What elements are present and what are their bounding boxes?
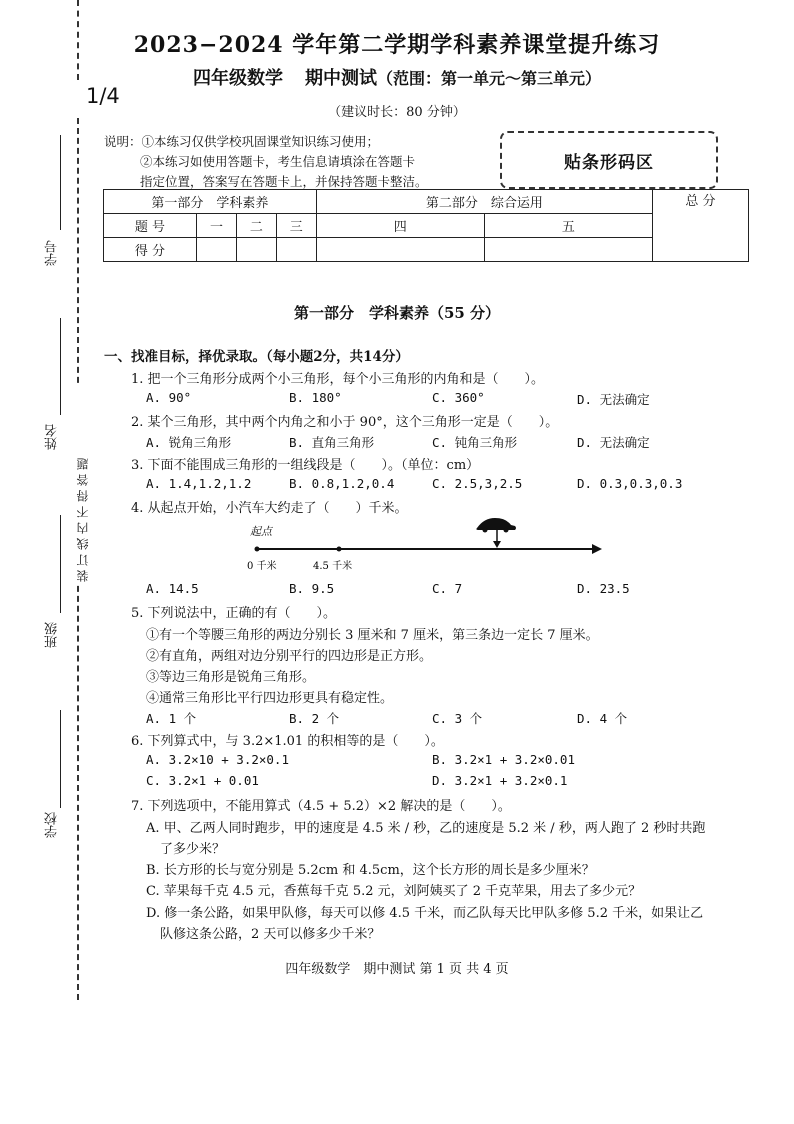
q5-option-a: A. 1 个 <box>146 711 197 726</box>
start-label: 起点 <box>250 525 272 538</box>
q4-option-b: B. 9.5 <box>289 581 335 596</box>
total-header: 总 分 <box>685 194 716 209</box>
car-icon <box>476 518 516 548</box>
exam-title: 2023−2024 学年第二学期学科素养课堂提升练习 <box>133 32 661 58</box>
exam-range: （范围：第一单元～第三单元） <box>376 69 601 88</box>
question-3: 3. 下面不能围成三角形的一组线段是（ ）。（单位：cm） <box>131 458 480 473</box>
qnum-5: 五 <box>484 214 652 238</box>
q6-option-b: B. 3.2×1 + 3.2×0.01 <box>432 752 575 767</box>
q2-option-b: B. 直角三角形 <box>289 435 375 450</box>
origin-point <box>255 547 260 552</box>
part2-header: 第二部分 综合运用 <box>316 190 652 214</box>
class-label: 班级 <box>45 622 60 648</box>
score-label: 得 分 <box>104 238 197 262</box>
q1-option-b: B. 180° <box>289 390 342 405</box>
q4-option-a: A. 14.5 <box>146 581 199 596</box>
mark-point <box>337 547 342 552</box>
score-cell-5[interactable] <box>484 238 652 262</box>
instruction-line-2: ②本练习如使用答题卡，考生信息请填涂在答题卡 <box>140 154 416 169</box>
binding-dash-top <box>77 0 79 80</box>
subject-label: 四年级数学 <box>192 68 283 89</box>
q1-option-c: C. 360° <box>432 390 485 405</box>
exam-type: 期中测试 <box>304 68 377 89</box>
q4-option-d: D. 23.5 <box>577 581 630 596</box>
q4-option-c: C. 7 <box>432 581 463 596</box>
q2-option-a: A. 锐角三角形 <box>146 435 232 450</box>
q5-option-b: B. 2 个 <box>289 711 340 726</box>
score-table <box>103 189 749 262</box>
qnum-4: 四 <box>316 214 484 238</box>
school-line <box>60 710 61 808</box>
class-line <box>60 515 61 613</box>
instruction-line-3: 指定位置，答案写在答题卡上，并保持答题卡整洁。 <box>140 174 428 189</box>
school-label: 学校 <box>45 812 60 838</box>
qnum-3: 三 <box>276 214 316 238</box>
instruction-line-1: 说明：①本练习仅供学校巩固课堂知识练习使用； <box>104 134 380 149</box>
question-7: 7. 下列选项中，不能用算式（4.5 + 5.2）×2 解决的是（ ）。 <box>131 799 511 814</box>
q6-option-c: C. 3.2×1 + 0.01 <box>146 773 259 788</box>
q7-option-a-line1: A. 甲、乙两人同时跑步，甲的速度是 4.5 米 / 秒，乙的速度是 5.2 米 / 秒，两人跑了 2 秒时共跑 <box>146 821 706 836</box>
q2-option-c: C. 钝角三角形 <box>432 435 518 450</box>
score-cell-4[interactable] <box>316 238 484 262</box>
number-line-figure <box>240 515 610 575</box>
qnum-1: 一 <box>197 214 237 238</box>
q1-option-d: D. 无法确定 <box>577 392 650 407</box>
q3-option-d: D. 0.3,0.3,0.3 <box>577 476 683 491</box>
score-cell-1[interactable] <box>197 238 237 262</box>
q3-option-c: C. 2.5,3,2.5 <box>432 476 523 491</box>
qnum-label: 题 号 <box>104 214 197 238</box>
question-5: 5. 下列说法中，正确的有（ ）。 <box>131 606 337 621</box>
q7-option-c: C. 苹果每千克 4.5 元，香蕉每千克 5.2 元，刘阿姨买了 2 千克苹果，用去了多少元？ <box>146 884 642 899</box>
question-1: 1. 把一个三角形分成两个小三角形，每个小三角形的内角和是（ ）。 <box>131 372 545 387</box>
binding-warning: 装订线内不得答题 <box>74 385 91 584</box>
q5-option-c: C. 3 个 <box>432 711 483 726</box>
instructions <box>104 132 428 192</box>
question-group-heading: 一、找准目标，择优录取。（每小题2分，共14分） <box>104 349 409 365</box>
q5-statement-4: ④通常三角形比平行四边形更具有稳定性。 <box>146 691 394 706</box>
q5-statement-3: ③等边三角形是锐角三角形。 <box>146 670 316 685</box>
q6-option-d: D. 3.2×1 + 3.2×0.1 <box>432 773 568 788</box>
q5-statement-1: ①有一个等腰三角形的两边分别长 3 厘米和 7 厘米，第三条边一定长 7 厘米。 <box>146 628 599 643</box>
student-id-label: 学号 <box>45 240 60 266</box>
q5-statement-2: ②有直角，两组对边分别平行的四边形是正方形。 <box>146 649 433 664</box>
total-score-cell <box>653 190 749 262</box>
suggested-time: （建议时长：80 分钟） <box>328 105 466 120</box>
score-cell-3[interactable] <box>276 238 316 262</box>
student-id-line <box>60 135 61 230</box>
question-2: 2. 某个三角形，其中两个内角之和小于 90°，这个三角形一定是（ ）。 <box>131 415 559 430</box>
page-footer: 四年级数学 期中测试 第 1 页 共 4 页 <box>285 962 509 977</box>
qnum-2: 二 <box>236 214 276 238</box>
q7-option-d-line1: D. 修一条公路，如果甲队修，每天可以修 4.5 千米，而乙队每天比甲队多修 5.2 千米，如果让乙 <box>146 906 704 921</box>
page-fraction: 1/4 <box>86 84 120 108</box>
mark-label: 4.5 千米 <box>313 561 353 572</box>
score-cell-2[interactable] <box>236 238 276 262</box>
question-6: 6. 下列算式中，与 3.2×1.01 的积相等的是（ ）。 <box>131 734 444 749</box>
question-4: 4. 从起点开始，小汽车大约走了（ ）千米。 <box>131 501 408 516</box>
q3-option-a: A. 1.4,1.2,1.2 <box>146 476 252 491</box>
q6-option-a: A. 3.2×10 + 3.2×0.1 <box>146 752 289 767</box>
q2-option-d: D. 无法确定 <box>577 435 650 450</box>
name-label: 姓名 <box>45 424 60 450</box>
part1-header: 第一部分 学科素养 <box>104 190 317 214</box>
barcode-area: 贴条形码区 <box>500 131 718 189</box>
q7-option-b: B. 长方形的长与宽分别是 5.2cm 和 4.5cm，这个长方形的周长是多少厘米？ <box>146 863 595 878</box>
q3-option-b: B. 0.8,1.2,0.4 <box>289 476 395 491</box>
q7-option-a-line2: 了多少米？ <box>160 842 226 857</box>
arrow-icon <box>592 544 602 554</box>
q1-option-a: A. 90° <box>146 390 192 405</box>
name-line <box>60 318 61 415</box>
zero-label: 0 千米 <box>247 561 277 572</box>
q5-option-d: D. 4 个 <box>577 711 628 726</box>
q7-option-d-line2: 队修这条公路，2 天可以修多少千米？ <box>160 927 381 942</box>
section-title: 第一部分 学科素养（55 分） <box>293 304 501 322</box>
